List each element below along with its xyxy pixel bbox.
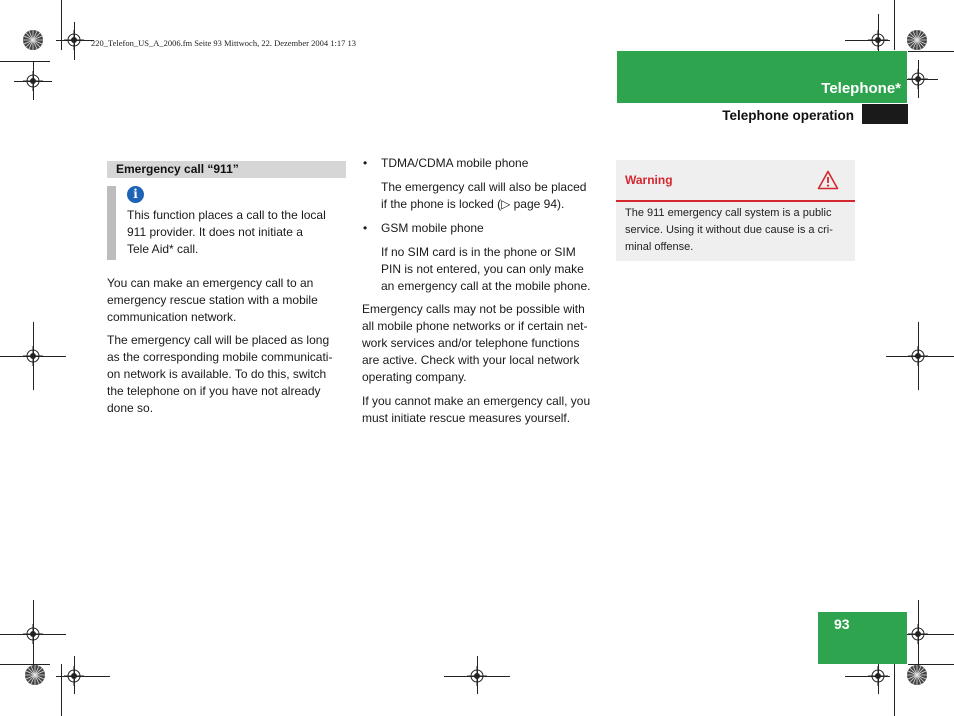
registration-mark-icon <box>23 346 43 366</box>
file-info: 220_Telefon_US_A_2006.fm Seite 93 Mittwoch, 22. Dezember 2004 1:17 13 <box>91 38 356 48</box>
bullet-marker: • <box>363 156 368 170</box>
color-target-icon <box>906 664 928 686</box>
paragraph-network-limits <box>362 301 607 386</box>
text-line: minal offense. <box>625 241 694 253</box>
text-line: done so. <box>107 401 154 415</box>
bullet-tdma-label: TDMA/CDMA mobile phone <box>381 156 529 170</box>
note-text <box>127 207 347 258</box>
registration-mark-icon <box>23 71 43 91</box>
warning-title: Warning <box>625 173 673 187</box>
chapter-title: Telephone* <box>821 80 901 97</box>
page-number: 93 <box>834 616 850 632</box>
registration-mark-icon <box>908 69 928 89</box>
text-line: PIN is not entered, you can only make <box>381 262 584 276</box>
text-line: If you cannot make an emergency call, you <box>362 394 591 408</box>
text-line: service. Using it without due cause is a cri- <box>625 224 833 236</box>
registration-mark-icon <box>467 666 487 686</box>
text-line: You can make an emergency call to an <box>107 276 314 290</box>
info-icon: i <box>127 186 144 203</box>
text-line: if the phone is locked (▷ page 94). <box>381 197 565 211</box>
section-title: Telephone operation <box>722 108 854 123</box>
text-line: the telephone on if you have not already <box>107 384 321 398</box>
registration-mark-icon <box>908 624 928 644</box>
color-target-icon <box>22 29 44 51</box>
bullet-gsm-label: GSM mobile phone <box>381 221 484 235</box>
note-line: 911 provider. It does not initiate a <box>127 225 303 239</box>
warning-divider <box>616 200 855 202</box>
text-line: Emergency calls may not be possible with <box>362 302 585 316</box>
text-line: operating company. <box>362 370 467 384</box>
text-line: an emergency call at the mobile phone. <box>381 279 591 293</box>
text-line: The emergency call will also be placed <box>381 180 587 194</box>
text-line: communication network. <box>107 310 237 324</box>
paragraph-emergency-intro <box>107 275 347 326</box>
text-line: The 911 emergency call system is a public <box>625 207 832 219</box>
registration-mark-icon <box>868 30 888 50</box>
warning-triangle-icon <box>817 170 839 190</box>
note-bar <box>107 186 116 260</box>
bullet-gsm-detail <box>381 244 606 295</box>
bullet-tdma-detail <box>381 179 606 213</box>
text-line: as the corresponding mobile communicati- <box>107 350 333 364</box>
paragraph-rescue-measures <box>362 393 607 427</box>
note-line: Tele Aid* call. <box>127 242 199 256</box>
text-line: emergency rescue station with a mobile <box>107 293 318 307</box>
registration-mark-icon <box>908 346 928 366</box>
note-line: This function places a call to the local <box>127 208 326 222</box>
paragraph-network-available <box>107 332 347 417</box>
text-line: work services and/or telephone functions <box>362 336 580 350</box>
page-number-bar <box>818 612 907 664</box>
text-line: all mobile phone networks or if certain net- <box>362 319 588 333</box>
text-line: The emergency call will be placed as long <box>107 333 330 347</box>
registration-mark-icon <box>64 30 84 50</box>
text-line: on network is available. To do this, switch <box>107 367 327 381</box>
registration-mark-icon <box>23 624 43 644</box>
registration-mark-icon <box>64 666 84 686</box>
text-line: If no SIM card is in the phone or SIM <box>381 245 576 259</box>
registration-mark-icon <box>868 666 888 686</box>
subheading: Emergency call “911” <box>116 162 239 176</box>
bullet-marker: • <box>363 221 368 235</box>
thumb-tab <box>862 104 908 124</box>
text-line: are active. Check with your local network <box>362 353 580 367</box>
warning-text <box>625 205 847 256</box>
color-target-icon <box>906 29 928 51</box>
color-target-icon <box>24 664 46 686</box>
text-line: must initiate rescue measures yourself. <box>362 411 571 425</box>
